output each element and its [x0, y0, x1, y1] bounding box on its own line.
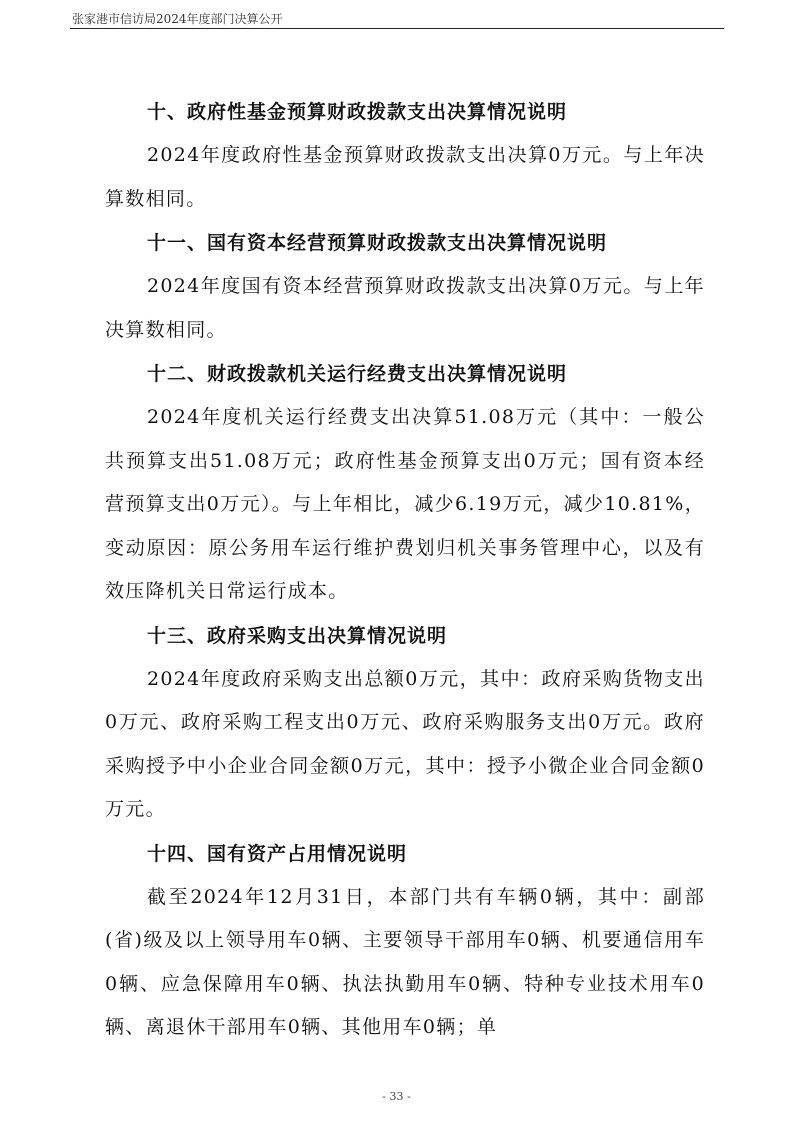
section-paragraph: 2024年度政府性基金预算财政拨款支出决算0万元。与上年决算数相同。 [105, 144, 705, 210]
section-paragraph: 2024年度机关运行经费支出决算51.08万元（其中：一般公共预算支出51.08万元；政府性基金预算支出0万元；国有资本经营预算支出0万元）。与上年相比，减少6.19万元，减少10.81%，变动原因：原公务用车运行维护费划归机关事务管理中心，以及有效压降机关日常运行成本。 [105, 406, 705, 602]
section-paragraph: 2024年度政府采购支出总额0万元，其中：政府采购货物支出0万元、政府采购工程支出0万元、政府采购服务支出0万元。政府采购授予中小企业合同金额0万元，其中：授予小微企业合同金额0万元。 [105, 667, 705, 820]
section-heading: 十、政府性基金预算财政拨款支出决算情况说明 [147, 101, 568, 123]
document-body [105, 90, 705, 1050]
section-government-fund [105, 90, 705, 221]
header-divider [70, 28, 724, 29]
section-state-capital [105, 221, 705, 352]
section-operating-expense [105, 352, 705, 614]
page-header-title: 张家港市信访局2024年度部门决算公开 [72, 12, 283, 26]
page-number: - 33 - [382, 1090, 411, 1103]
section-heading: 十四、国有资产占用情况说明 [147, 842, 408, 865]
section-paragraph: 2024年度国有资本经营预算财政拨款支出决算0万元。与上年决算数相同。 [105, 275, 705, 341]
section-heading: 十二、财政拨款机关运行经费支出决算情况说明 [147, 363, 568, 385]
section-heading: 十一、国有资本经营预算财政拨款支出决算情况说明 [147, 232, 608, 254]
section-procurement [105, 614, 705, 832]
section-state-assets [105, 832, 705, 1050]
section-heading: 十三、政府采购支出决算情况说明 [147, 624, 448, 647]
section-paragraph: 截至2024年12月31日，本部门共有车辆0辆，其中：副部(省)级及以上领导用车0辆、主要领导干部用车0辆、机要通信用车0辆、应急保障用车0辆、执法执勤用车0辆、特种专业技术用车0辆、离退休干部用车0辆、其他用车0辆；单 [105, 885, 705, 1038]
